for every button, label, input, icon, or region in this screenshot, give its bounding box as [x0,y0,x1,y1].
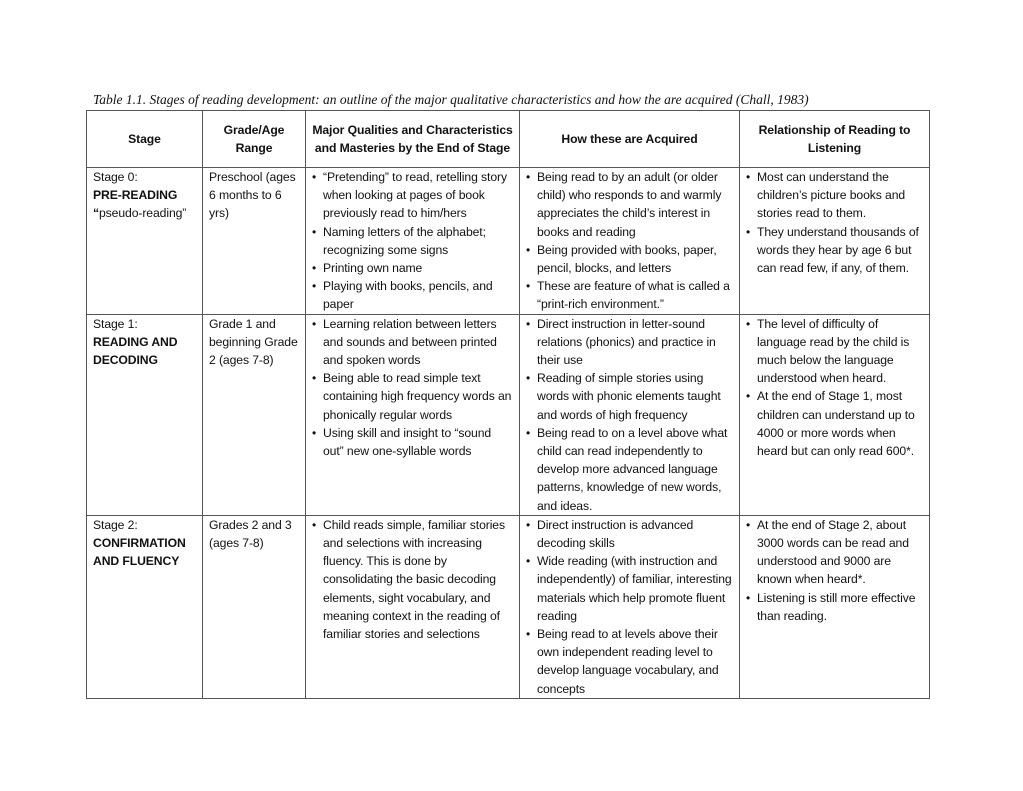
list-item: • Direct instruction in letter-sound relations (phonics) and practice in their use [526,315,733,370]
table-row-stage-0 [87,168,930,315]
stage-name: READING AND DECODING [93,334,178,368]
list-item: • Playing with books, pencils, and paper [312,277,513,313]
stage-cell [87,515,203,698]
header-acquired: How these are Acquired [520,111,740,168]
list-item: • Being able to read simple text containing high frequency words an phonically regular words [312,369,513,424]
list-item: • Most can understand the children’s picture books and stories read to them. [746,168,923,223]
qualities-list [312,516,513,643]
header-stage: Stage [87,111,203,168]
list-item: • Being read to on a level above what child can read independently to develop more advanced language patterns, knowledge of new words, and ideas. [526,424,733,515]
stages-table [86,110,930,699]
header-grade-age: Grade/Age Range [203,111,306,168]
acquired-list [526,315,733,515]
list-item: • Naming letters of the alphabet; recognizing some signs [312,223,513,259]
qualities-cell [306,314,520,515]
list-item: • Reading of simple stories using words with phonic elements taught and words of high frequency [526,369,733,424]
relationship-list [746,168,923,277]
list-item: • Being read to at levels above their own independent reading level to develop language vocabulary, and concepts [526,625,733,698]
stage-cell [87,168,203,315]
table-row-stage-1 [87,314,930,515]
table-row-stage-2 [87,515,930,698]
relationship-cell [740,515,930,698]
list-item: • At the end of Stage 2, about 3000 words can be read and understood and 9000 are known when heard*. [746,516,923,589]
header-relationship: Relationship of Reading to Listening [740,111,930,168]
table-caption: Table 1.1. Stages of reading development: an outline of the major qualitative characteristics and how the are acquired (Chall, 1983) [93,92,809,107]
grade-cell: Preschool (ages 6 months to 6 yrs) [203,168,306,315]
header-qualities: Major Qualities and Characteristics and Masteries by the End of Stage [306,111,520,168]
list-item: • At the end of Stage 1, most children can understand up to 4000 or more words when heard but can only read 600*. [746,387,923,460]
list-item: • Being provided with books, paper, pencil, blocks, and letters [526,241,733,277]
stage-description-text: pseudo-reading” [99,206,187,221]
list-item: • Learning relation between letters and sounds and between printed and spoken words [312,315,513,370]
list-item: • Child reads simple, familiar stories and selections with increasing fluency. This is done by consolidating the basic decoding elements, sight vocabulary, and meaning context in the reading of familiar stories and selections [312,516,513,643]
qualities-cell [306,515,520,698]
qualities-cell [306,168,520,315]
list-item: • The level of difficulty of language read by the child is much below the language understood when heard. [746,315,923,388]
stage-number: Stage 0: [93,170,138,184]
relationship-cell [740,314,930,515]
list-item: • They understand thousands of words they hear by age 6 but can read few, if any, of them. [746,223,923,278]
stage-name: PRE-READING [93,188,178,203]
list-item: • These are feature of what is called a “print-rich environment.” [526,277,733,313]
relationship-cell [740,168,930,315]
stage-number: Stage 1: [93,316,138,331]
list-item: • Wide reading (with instruction and independently) of familiar, interesting materials which help promote fluent reading [526,552,733,625]
acquired-list [526,168,733,314]
acquired-cell [520,515,740,698]
relationship-list [746,516,923,625]
acquired-list [526,516,733,698]
acquired-cell [520,314,740,515]
stage-cell [87,314,203,515]
qualities-list [312,168,513,314]
relationship-list [746,315,923,461]
stage-description-quote: “ [93,206,99,221]
stage-number: Stage 2: [93,517,138,532]
grade-cell: Grades 2 and 3 (ages 7-8) [203,515,306,698]
stage-name: CONFIRMATION AND FLUENCY [93,536,186,569]
stage-description [93,204,196,222]
list-item: • “Pretending” to read, retelling story when looking at pages of book previously read to him/hers [312,168,513,223]
list-item: • Listening is still more effective than reading. [746,589,923,625]
list-item: • Using skill and insight to “sound out” new one-syllable words [312,424,513,460]
header-row [87,111,930,168]
list-item: • Direct instruction is advanced decoding skills [526,516,733,552]
list-item: • Being read to by an adult (or older child) who responds to and warmly appreciates the child’s interest in books and reading [526,168,733,241]
qualities-list [312,315,513,461]
grade-cell: Grade 1 and beginning Grade 2 (ages 7-8) [203,314,306,515]
list-item: • Printing own name [312,259,513,277]
acquired-cell [520,168,740,315]
